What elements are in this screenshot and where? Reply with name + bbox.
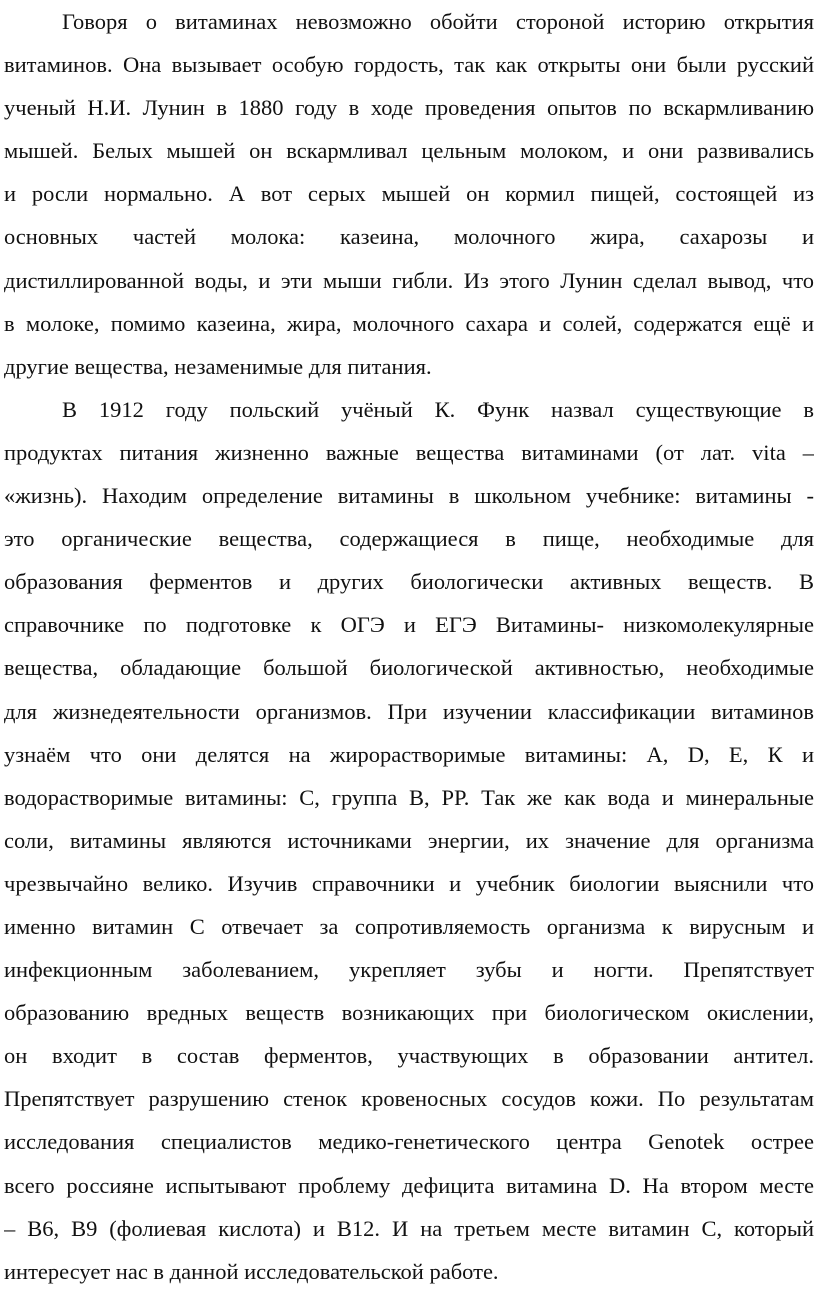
text-line: дистиллированной воды, и эти мыши гибли. Из этого Лунин сделал вывод, что <box>4 267 814 293</box>
document-page <box>4 0 814 1293</box>
text-line: интересует нас в данной исследовательской работе. <box>4 1258 499 1284</box>
text-line: он входит в состав ферментов, участвующих в образовании антител. <box>4 1043 814 1069</box>
text-line: соли, витамины являются источниками энергии, их значение для организма <box>4 827 814 853</box>
text-line: и росли нормально. А вот серых мышей он кормил пищей, состоящей из <box>4 181 814 207</box>
text-line: исследования специалистов медико-генетического центра Genotek острее <box>4 1129 814 1155</box>
text-line: основных частей молока: казеина, молочного жира, сахарозы и <box>4 224 814 250</box>
text-line: продуктах питания жизненно важные вещества витаминами (от лат. vita – <box>4 439 814 465</box>
text-line: другие вещества, незаменимые для питания. <box>4 353 432 379</box>
paragraph-vitamin-discovery-history <box>4 0 814 388</box>
text-line: образования ферментов и других биологически активных веществ. В <box>4 569 814 595</box>
text-line: в молоке, помимо казеина, жира, молочного сахара и солей, содержатся ещё и <box>4 310 814 336</box>
text-line: В 1912 году польский учёный К. Функ назвал существующие в <box>62 396 814 422</box>
paragraph-vitamin-definition-and-classification <box>4 388 814 1293</box>
text-line: всего россияне испытывают проблему дефицита витамина D. На втором месте <box>4 1172 814 1198</box>
text-line: витаминов. Она вызывает особую гордость, так как открыты они были русский <box>4 52 814 78</box>
text-line: вещества, обладающие большой биологической активностью, необходимые <box>4 655 814 681</box>
text-line: водорастворимые витамины: С, группа В, РР. Так же как вода и минеральные <box>4 784 814 810</box>
text-line: узнаём что они делятся на жирорастворимые витамины: А, D, Е, К и <box>4 741 814 767</box>
text-line: Говоря о витаминах невозможно обойти стороной историю открытия <box>62 9 814 34</box>
text-line: «жизнь). Находим определение витамины в школьном учебнике: витамины - <box>4 483 814 509</box>
text-line: образованию вредных веществ возникающих при биологическом окислении, <box>4 1000 814 1026</box>
text-line: справочнике по подготовке к ОГЭ и ЕГЭ Витамины- низкомолекулярные <box>4 612 814 638</box>
text-line: ученый Н.И. Лунин в 1880 году в ходе проведения опытов по вскармливанию <box>4 95 814 121</box>
text-line: инфекционным заболеванием, укрепляет зубы и ногти. Препятствует <box>4 957 814 983</box>
text-line: именно витамин С отвечает за сопротивляемость организма к вирусным и <box>4 913 814 939</box>
text-line: для жизнедеятельности организмов. При изучении классификации витаминов <box>4 698 814 724</box>
text-line: мышей. Белых мышей он вскармливал цельным молоком, и они развивались <box>4 138 814 164</box>
text-line: чрезвычайно велико. Изучив справочники и учебник биологии выяснили что <box>4 870 814 896</box>
text-line: это органические вещества, содержащиеся в пище, необходимые для <box>4 526 814 552</box>
text-line: – В6, В9 (фолиевая кислота) и В12. И на третьем месте витамин С, который <box>4 1215 814 1241</box>
text-line: Препятствует разрушению стенок кровеносных сосудов кожи. По результатам <box>4 1086 814 1112</box>
